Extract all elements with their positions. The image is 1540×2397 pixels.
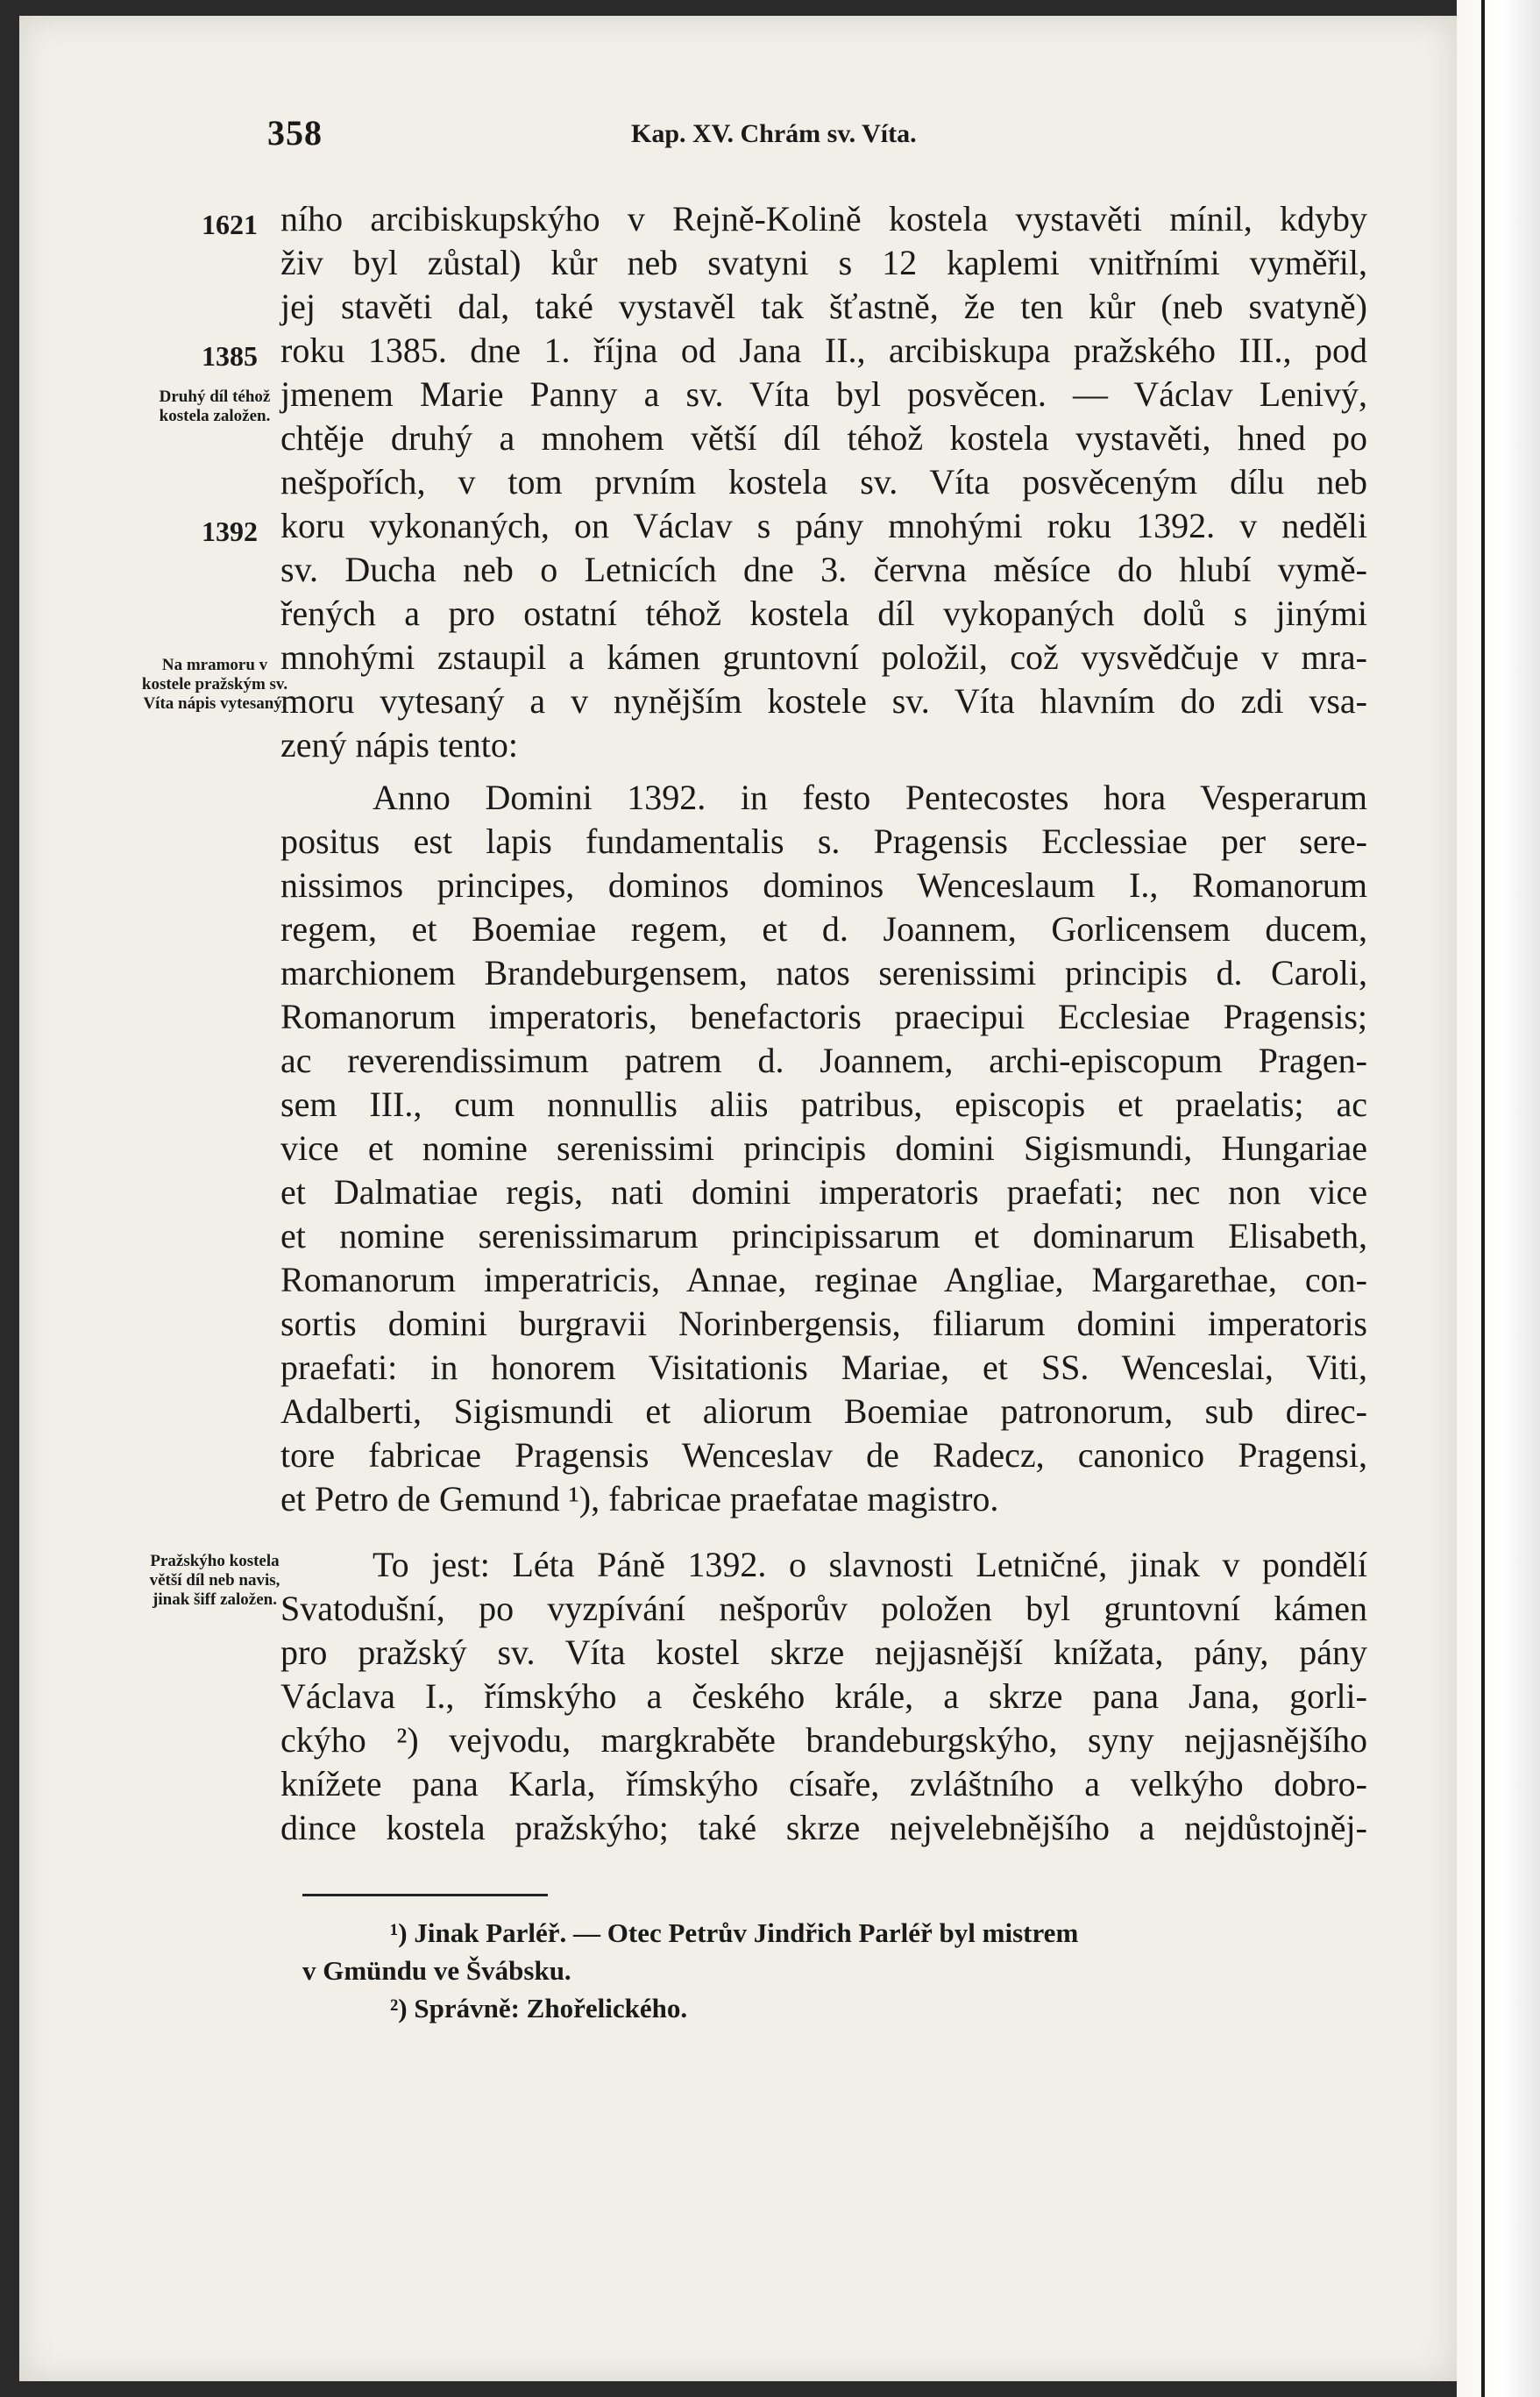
margin-year: 1392: [202, 516, 258, 547]
text-line: nešpořích, v tom prvním kostela sv. Víta posvěceným dílu neb: [280, 462, 1367, 501]
text-line: sv. Ducha neb o Letnicích dne 3. června měsíce do hlubí vymě-: [280, 550, 1367, 589]
footnote: v Gmündu ve Švábsku.: [302, 1955, 571, 1986]
chapter-title: Kap. XV. Chrám sv. Víta.: [631, 119, 917, 148]
margin-year: 1385: [202, 340, 258, 372]
text-line: positus est lapis fundamentalis s. Pragensis Ecclessiae per sere-: [280, 822, 1367, 861]
text-line: dince kostela pražskýho; také skrze nejvelebnějšího a nejdůstojněj-: [280, 1808, 1367, 1847]
text-line: živ byl zůstal) kůr neb svatyni s 12 kaplemi vnitřními vyměřil,: [280, 243, 1367, 282]
text-line: ckýho ²) vejvodu, margkraběte brandeburgskýho, syny nejjasnějšího: [280, 1720, 1367, 1760]
text-line: et Dalmatiae regis, nati domini imperatoris praefati; nec non vice: [280, 1172, 1367, 1212]
text-line: To jest: Léta Páně 1392. o slavnosti Letničné, jinak v pondělí: [373, 1545, 1367, 1584]
text-line: koru vykonaných, on Václav s pány mnohými roku 1392. v neděli: [280, 506, 1367, 545]
text-line: Adalberti, Sigismundi et aliorum Boemiae patronorum, sub direc-: [280, 1391, 1367, 1431]
page-number: 358: [267, 113, 323, 153]
footnote: ¹) Jinak Parléř. — Otec Petrův Jindřich Parléř byl mistrem: [390, 1917, 1079, 1948]
text-line: nissimos principes, dominos dominos Wenceslaum I., Romanorum: [280, 865, 1367, 905]
text-line: regem, et Boemiae regem, et d. Joannem, Gorlicensem ducem,: [280, 909, 1367, 949]
running-head: [0, 112, 1540, 156]
margin-note: Druhý díl téhož kostela založen.: [159, 388, 271, 425]
margin-note: Na mramoru v kostele pražským sv. Víta nápis vytesaný.: [141, 656, 288, 713]
text-line: Romanorum imperatoris, benefactoris praecipui Ecclesiae Pragensis;: [280, 997, 1367, 1036]
footnote-rule: [302, 1894, 548, 1896]
text-line: tore fabricae Pragensis Wenceslav de Radecz, canonico Pragensi,: [280, 1435, 1367, 1475]
text-line: vice et nomine serenissimi principis domini Sigismundi, Hungariae: [280, 1128, 1367, 1168]
text-line: Svatodušní, po vyzpívání nešporův položen byl gruntovní kámen: [280, 1589, 1367, 1628]
text-line: jmenem Marie Panny a sv. Víta byl posvěcen. — Václav Lenivý,: [280, 374, 1367, 414]
text-line: Romanorum imperatricis, Annae, reginae Angliae, Margarethae, con-: [280, 1260, 1367, 1299]
text-line: sem III., cum nonnullis aliis patribus, episcopis et praelatis; ac: [280, 1085, 1367, 1124]
text-line: et nomine serenissimarum principissarum et dominarum Elisabeth,: [280, 1216, 1367, 1255]
text-line: chtěje druhý a mnohem větší díl téhož kostela vystavěti, hned po: [280, 418, 1367, 458]
text-line: knížete pana Karla, římskýho císaře, zvláštního a velkýho dobro-: [280, 1764, 1367, 1803]
text-line: et Petro de Gemund ¹), fabricae praefatae magistro.: [280, 1479, 999, 1519]
margin-year: 1621: [202, 209, 258, 240]
text-line: Václava I., římskýho a českého krále, a skrze pana Jana, gorli-: [280, 1676, 1367, 1716]
footnote: ²) Správně: Zhořelického.: [390, 1993, 688, 2024]
text-line: roku 1385. dne 1. října od Jana II., arcibiskupa pražského III., pod: [280, 331, 1367, 370]
text-line: moru vytesaný a v nynějším kostele sv. Víta hlavním do zdi vsa-: [280, 681, 1367, 721]
text-line: ac reverendissimum patrem d. Joannem, archi-episcopum Pragen-: [280, 1041, 1367, 1080]
text-line: Anno Domini 1392. in festo Pentecostes hora Vesperarum: [373, 778, 1367, 817]
text-line: marchionem Brandeburgensem, natos serenissimi principis d. Caroli,: [280, 953, 1367, 992]
margin-note: Pražskýho kostela větší díl neb navis, jinak šiff založen.: [149, 1552, 280, 1609]
text-line: zený nápis tento:: [280, 725, 519, 765]
text-line: praefati: in honorem Visitationis Mariae, et SS. Wenceslai, Viti,: [280, 1348, 1367, 1387]
text-line: pro pražský sv. Víta kostel skrze nejjasnější knížata, pány, pány: [280, 1632, 1367, 1672]
next-page-edge: [1457, 0, 1540, 2397]
text-line: jej stavěti dal, také vystavěl tak šťastně, že ten kůr (neb svatyně): [280, 287, 1367, 326]
text-line: ního arcibiskupskýho v Rejně-Kolině kostela vystavěti mínil, kdyby: [280, 199, 1367, 238]
page-gutter-line: [1481, 0, 1485, 2397]
text-line: řených a pro ostatní téhož kostela díl vykopaných dolů s jinými: [280, 594, 1367, 633]
text-line: sortis domini burgravii Norinbergensis, filiarum domini imperatoris: [280, 1304, 1367, 1343]
text-line: mnohými zstaupil a kámen gruntovní položil, což vysvědčuje v mra-: [280, 637, 1367, 677]
